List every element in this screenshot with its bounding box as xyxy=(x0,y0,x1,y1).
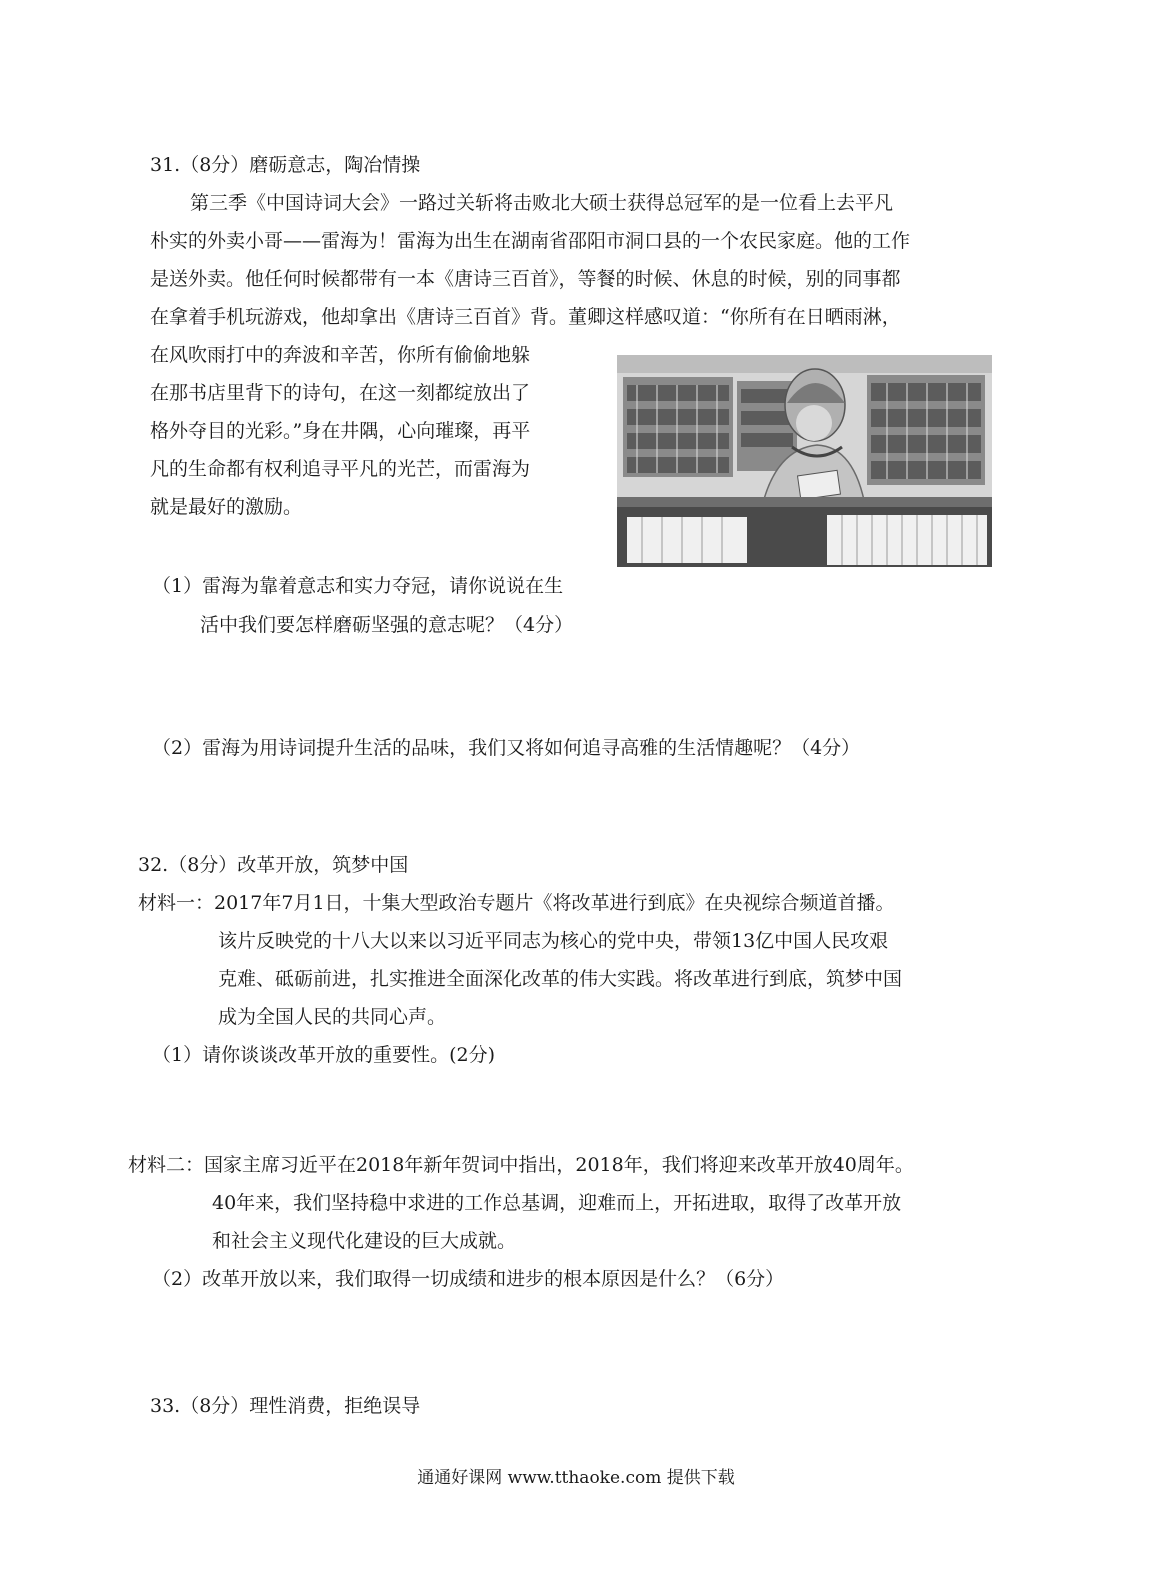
q31-paragraph-line: 第三季《中国诗词大会》一路过关斩将击败北大硕士获得总冠军的是一位看上去平凡 xyxy=(190,192,894,214)
q32-material2-line: 40年来，我们坚持稳中求进的工作总基调，迎难而上，开拓进取，取得了改革开放 xyxy=(212,1192,902,1214)
q32-material2-line: 材料二：国家主席习近平在2018年新年贺词中指出，2018年，我们将迎来改革开放40周年。 xyxy=(128,1154,914,1176)
q32-sub1: （1）请你谈谈改革开放的重要性。(2分) xyxy=(152,1044,496,1066)
q31-sub1-line2: 活中我们要怎样磨砺坚强的意志呢？（4分） xyxy=(200,614,574,636)
q31-paragraph-line: 凡的生命都有权利追寻平凡的光芒，而雷海为 xyxy=(150,458,531,480)
q31-paragraph-line: 就是最好的激励。 xyxy=(150,496,303,518)
q31-paragraph-line: 朴实的外卖小哥——雷海为！雷海为出生在湖南省邵阳市洞口县的一个农民家庭。他的工作 xyxy=(150,230,911,252)
q32-heading: 32.（8分）改革开放，筑梦中国 xyxy=(138,854,409,876)
q32-material2-line: 和社会主义现代化建设的巨大成就。 xyxy=(212,1230,517,1252)
q32-material1-line: 成为全国人民的共同心声。 xyxy=(218,1006,447,1028)
page-footer: 通通好课网 www.tthaoke.com 提供下载 xyxy=(417,1468,735,1488)
q33-heading: 33.（8分）理性消费，拒绝误导 xyxy=(150,1395,421,1417)
q31-paragraph-line: 是送外卖。他任何时候都带有一本《唐诗三百首》，等餐的时候、休息的时候，别的同事都 xyxy=(150,268,901,290)
q31-paragraph-line: 在拿着手机玩游戏，他却拿出《唐诗三百首》背。董卿这样感叹道：“你所有在日晒雨淋， xyxy=(150,306,901,328)
q31-paragraph-line: 格外夺目的光彩。”身在井隅，心向璀璨，再平 xyxy=(150,420,531,442)
q32-material1-line: 该片反映党的十八大以来以习近平同志为核心的党中央，带领13亿中国人民攻艰 xyxy=(218,930,889,952)
q32-sub2: （2）改革开放以来，我们取得一切成绩和进步的根本原因是什么？（6分） xyxy=(152,1268,785,1290)
q32-material1-line: 克难、砥砺前进，扎实推进全面深化改革的伟大实践。将改革进行到底，筑梦中国 xyxy=(218,968,903,990)
q31-sub2: （2）雷海为用诗词提升生活的品味，我们又将如何追寻高雅的生活情趣呢？（4分） xyxy=(152,737,861,759)
q32-material1-line: 材料一：2017年7月1日，十集大型政治专题片《将改革进行到底》在央视综合频道首播。 xyxy=(138,892,895,914)
q31-paragraph-line: 在风吹雨打中的奔波和辛苦，你所有偷偷地躲 xyxy=(150,344,531,366)
q31-heading: 31.（8分）磨砺意志，陶冶情操 xyxy=(150,154,421,176)
q31-sub1-line1: （1）雷海为靠着意志和实力夺冠，请你说说在生 xyxy=(152,575,564,597)
q31-paragraph-line: 在那书店里背下的诗句，在这一刻都绽放出了 xyxy=(150,382,531,404)
bookstore-photo xyxy=(617,355,992,567)
